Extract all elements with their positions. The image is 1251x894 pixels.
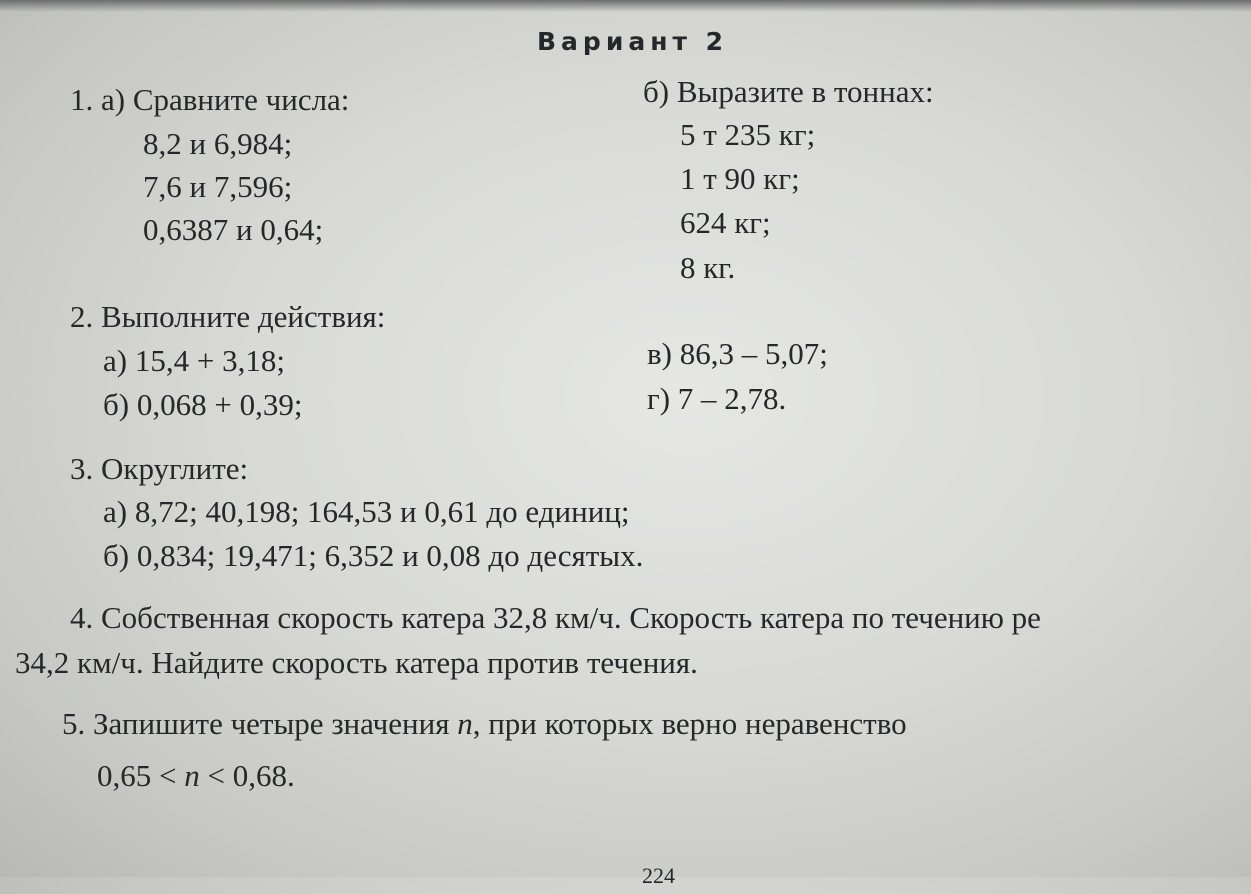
- task4-line1: 4. Собственная скорость катера 32,8 км/ч. Скорость катера по течению ре: [70, 600, 1041, 635]
- inequality-left: 0,65 <: [97, 758, 185, 793]
- task5-text: , при которых верно неравенство: [472, 706, 907, 741]
- task2-item-v: в) 86,3 – 5,07;: [647, 336, 828, 371]
- task3-item-b: б) 0,834; 19,471; 6,352 и 0,08 до десятых.: [103, 538, 644, 573]
- task5-inequality: [97, 758, 295, 794]
- task1-left-item: 0,6387 и 0,64;: [143, 212, 324, 247]
- task1-left-item: 8,2 и 6,984;: [143, 126, 293, 161]
- task2-title: 2. Выполните действия:: [70, 299, 386, 334]
- task2-item-g: г) 7 – 2,78.: [647, 381, 787, 416]
- task5-line1: [62, 706, 907, 742]
- task3-item-a: а) 8,72; 40,198; 164,53 и 0,61 до единиц;: [103, 494, 630, 529]
- variable-n: n: [184, 758, 200, 793]
- task1-right-item: 624 кг;: [680, 205, 771, 240]
- task1-left-title: 1. а) Сравните числа:: [70, 82, 350, 117]
- page-number: 224: [642, 863, 675, 888]
- task3-title: 3. Округлите:: [70, 451, 249, 486]
- variable-n: n: [457, 706, 473, 741]
- task4-line2: 34,2 км/ч. Найдите скорость катера против течения.: [15, 645, 698, 680]
- task1-right-item: 1 т 90 кг;: [680, 161, 800, 196]
- task2-item-a: а) 15,4 + 3,18;: [103, 343, 285, 378]
- task1-left-item: 7,6 и 7,596;: [143, 169, 293, 204]
- inequality-right: < 0,68.: [199, 758, 295, 793]
- task1-right-title: б) Выразите в тоннах:: [643, 74, 934, 109]
- variant-heading: Вариант 2: [537, 27, 729, 56]
- task2-item-b: б) 0,068 + 0,39;: [103, 387, 303, 422]
- task1-right-item: 8 кг.: [680, 250, 736, 285]
- task1-right-item: 5 т 235 кг;: [680, 117, 816, 152]
- task5-text: 5. Запишите четыре значения: [62, 706, 458, 741]
